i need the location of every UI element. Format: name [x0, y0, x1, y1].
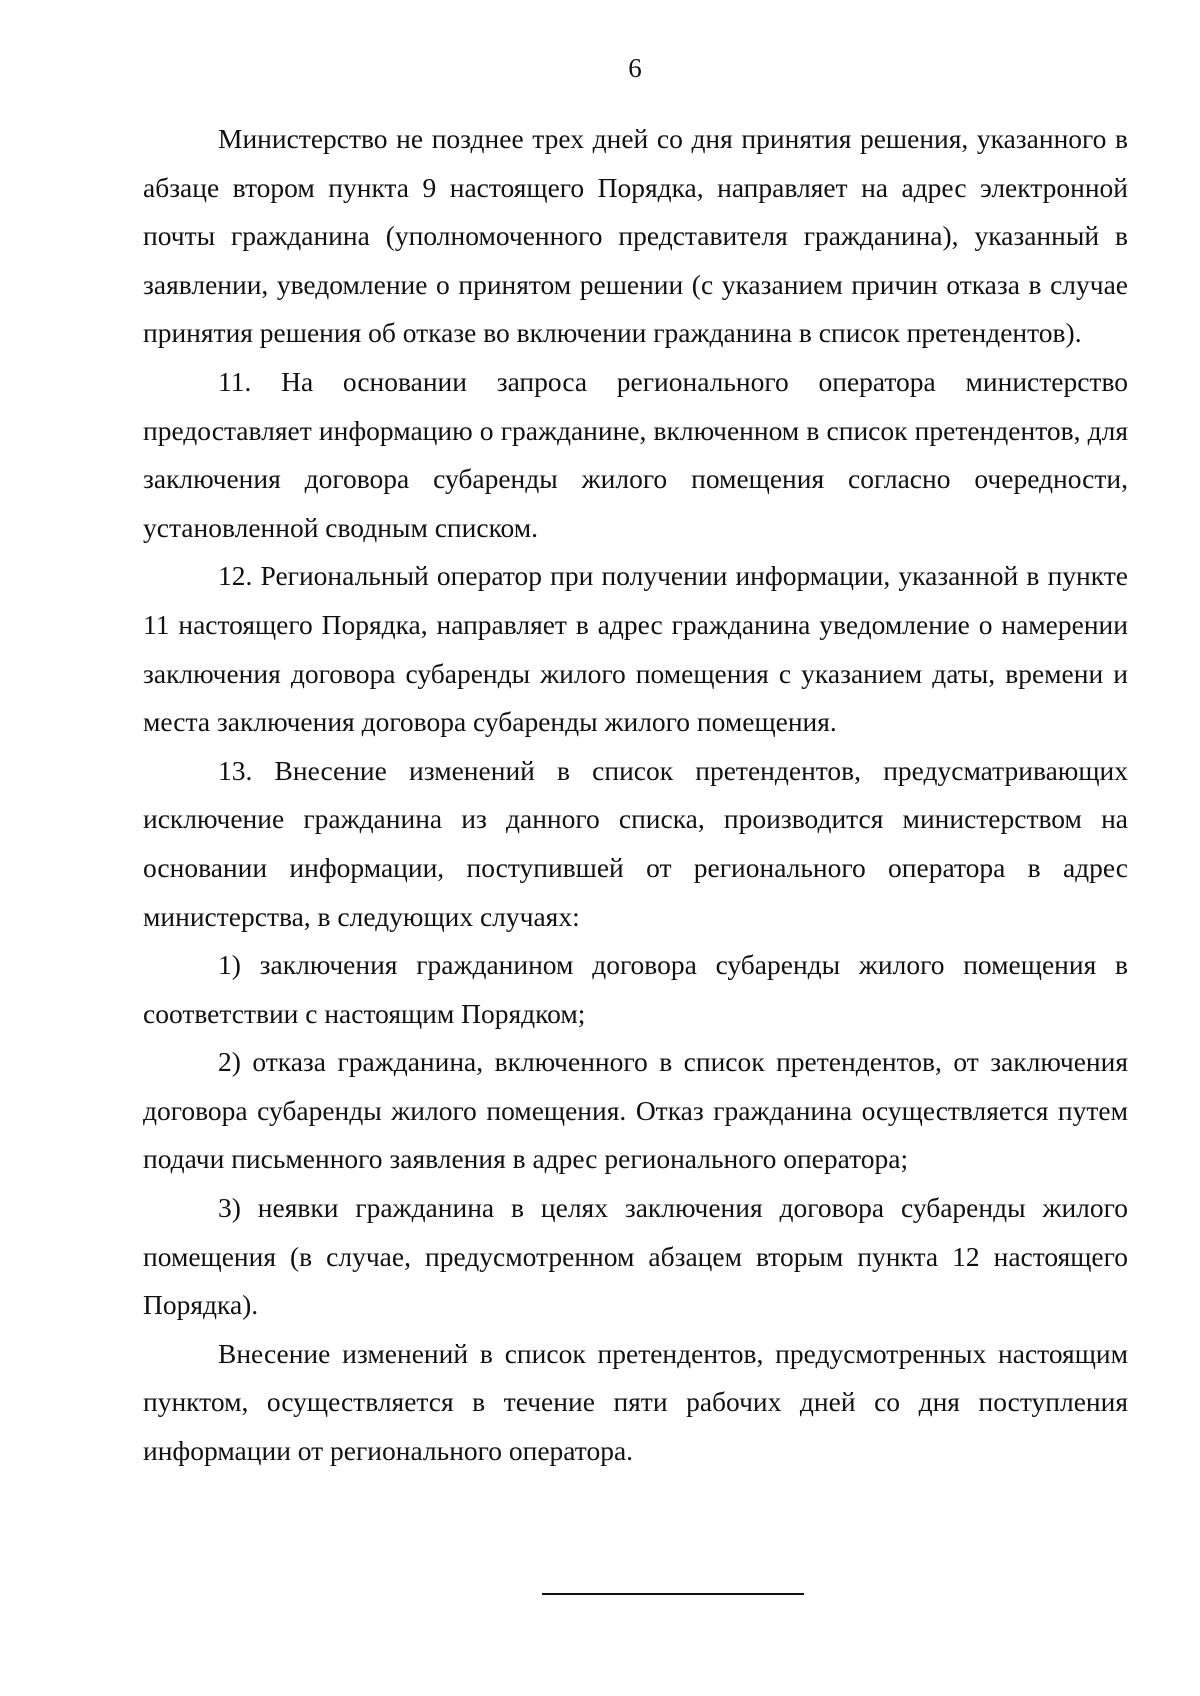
paragraph-subitem-2: 2) отказа гражданина, включенного в список претендентов, от заключения договора субаренды жилого помещения. Отказ гражданина осуществляется путем подачи письменного заявления в адрес регионального оператора; [143, 1046, 1128, 1175]
paragraph-item-11: 11. На основании запроса регионального оператора министерство предоставляет информацию о гражданине, включенном в список претендентов, для заключения договора субаренды жилого помещения согласно очередности, установленной сводным списком. [143, 365, 1128, 543]
paragraph-subitem-1: 1) заключения гражданином договора субаренды жилого помещения в соответствии с настоящим Порядком; [143, 949, 1128, 1029]
paragraph-ministry-notification: Министерство не позднее трех дней со дня принятия решения, указанного в абзаце втором пункта 9 настоящего Порядка, направляет на адрес электронной почты гражданина (уполномоченного представителя гражданина), указанный в заявлении, уведомление о принятом решении (с указанием причин отказа в случае принятия решения об отказе во включении гражданина в список претендентов). [143, 123, 1128, 349]
closing-divider-line [542, 1593, 804, 1595]
document-body [143, 115, 1128, 1476]
paragraph-item-12: 12. Региональный оператор при получении информации, указанной в пункте 11 настоящего Порядка, направляет в адрес гражданина уведомление о намерении заключения договора субаренды жилого помещения с указанием даты, времени и места заключения договора субаренды жилого помещения. [143, 560, 1128, 738]
paragraph-subitem-3: 3) неявки гражданина в целях заключения договора субаренды жилого помещения (в случае, предусмотренном абзацем вторым пункта 12 настоящего Порядка). [143, 1192, 1128, 1321]
paragraph-closing: Внесение изменений в список претендентов, предусмотренных настоящим пунктом, осуществляется в течение пяти рабочих дней со дня поступления информации от регионального оператора. [143, 1337, 1128, 1467]
paragraph-item-13: 13. Внесение изменений в список претендентов, предусматривающих исключение гражданина из данного списка, производится министерством на основании информации, поступившей от регионального оператора в адрес министерства, в следующих случаях: [143, 754, 1128, 932]
page-number: 6 [628, 53, 642, 83]
